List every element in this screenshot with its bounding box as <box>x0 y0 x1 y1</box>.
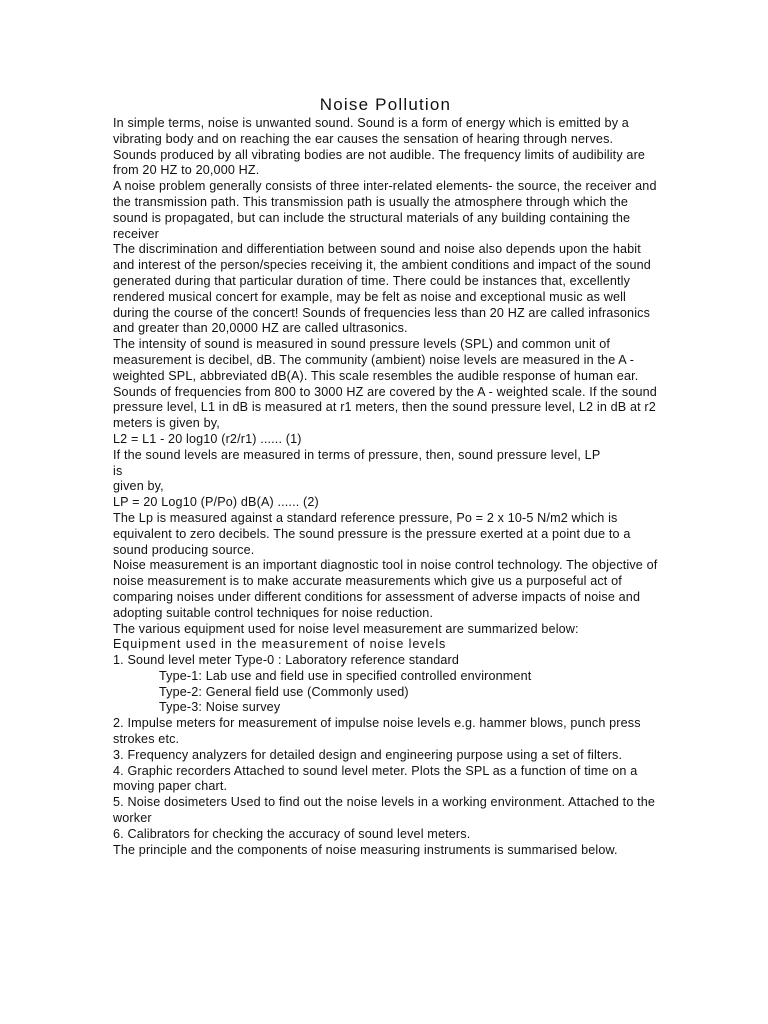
equation-1: L2 = L1 - 20 log10 (r2/r1) ...... (1) <box>113 431 302 446</box>
equipment-heading: Equipment used in the measurement of noise levels <box>113 637 447 652</box>
page-title: Noise Pollution <box>319 95 452 114</box>
list-item: 3. Frequency analyzers for detailed design and engineering purpose using a set of filters. <box>113 747 623 762</box>
list-item: 2. Impulse meters for measurement of impulse noise levels e.g. hammer blows, punch press strokes etc. <box>113 716 641 747</box>
list-subitem: Type-3: Noise survey <box>159 700 281 715</box>
paragraph-equipment-intro: The various equipment used for noise level measurement are summarized below: <box>113 621 579 636</box>
paragraph-pressure-levels: If the sound levels are measured in terms of pressure, then, sound pressure level, LP <box>113 447 601 462</box>
paragraph-given-by: given by, <box>113 479 164 494</box>
list-subitem: Type-1: Lab use and field use in specified controlled environment <box>159 668 532 683</box>
equation-2: LP = 20 Log10 (P/Po) dB(A) ...... (2) <box>113 495 319 510</box>
list-item: 4. Graphic recorders Attached to sound level meter. Plots the SPL as a function of time on a moving paper chart. <box>113 763 638 794</box>
paragraph-noise-elements: A noise problem generally consists of three inter-related elements- the source, the receiver and the transmission path. This transmission path is usually the atmosphere through which the sound is propagated, but can include the structural materials of any building containing the receiver <box>113 179 657 241</box>
paragraph-noise-measurement: Noise measurement is an important diagnostic tool in noise control technology. The objective of noise measurement is to make accurate measurements which give us a purposeful act of comparing noises under different conditions for assessment of adverse impacts of noise and adopting suitable control techniques for noise reduction. <box>113 558 658 620</box>
list-subitem: Type-2: General field use (Commonly used) <box>159 684 409 699</box>
list-item: 6. Calibrators for checking the accuracy of sound level meters. <box>113 826 471 841</box>
document-page <box>113 94 658 858</box>
paragraph-sound-vs-noise: The discrimination and differentiation between sound and noise also depends upon the habit and interest of the person/species receiving it, the ambient conditions and impact of the sound generated during that particular duration of time. There could be instances that, excellently rendered musical concert for example, may be felt as noise and exceptional music as well during the course of the concert! Sounds of frequencies less than 20 HZ are called infrasonics and greater than 20,0000 HZ are called ultrasonics. <box>113 242 651 336</box>
paragraph-sound-intensity: The intensity of sound is measured in sound pressure levels (SPL) and common unit of measurement is decibel, dB. The community (ambient) noise levels are measured in the A - weighted SPL, abbreviated dB(A). This scale resembles the audible response of human ear. Sounds of frequencies from 800 to 3000 HZ are covered by the A - weighted scale. If the sound pressure level, L1 in dB is measured at r1 meters, then the sound pressure level, L2 in dB at r2 meters is given by, <box>113 337 657 431</box>
paragraph-pressure-levels-cont: is <box>113 463 123 478</box>
paragraph-reference-pressure: The Lp is measured against a standard reference pressure, Po = 2 x 10-5 N/m2 which is equivalent to zero decibels. The sound pressure is the pressure exerted at a point due to a sound producing source. <box>113 510 631 557</box>
list-item: 1. Sound level meter Type-0 : Laboratory reference standard <box>113 653 460 668</box>
paragraph-noise-definition: In simple terms, noise is unwanted sound. Sound is a form of energy which is emitted by a vibrating body and on reaching the ear causes the sensation of hearing through nerves. Sounds produced by all vibrating bodies are not audible. The frequency limits of audibility are from 20 HZ to 20,000 HZ. <box>113 116 646 178</box>
paragraph-closing: The principle and the components of noise measuring instruments is summarised below. <box>113 842 618 857</box>
list-item: 5. Noise dosimeters Used to find out the noise levels in a working environment. Attached to the worker <box>113 795 656 826</box>
